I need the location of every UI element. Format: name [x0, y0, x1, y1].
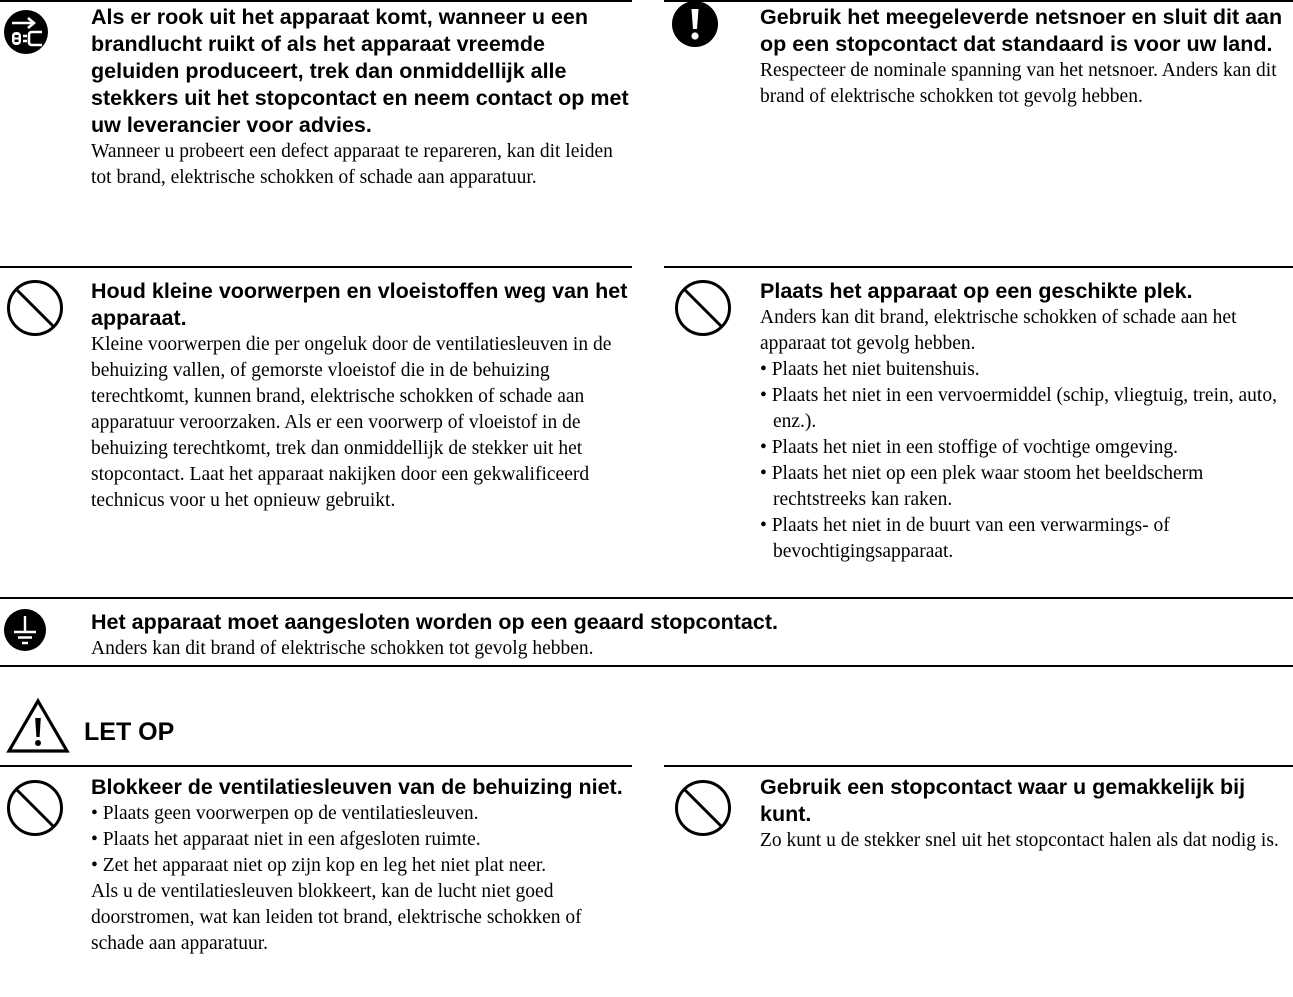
caution-heading: Blokkeer de ventilatiesleuven van de behuizing niet.	[91, 775, 623, 799]
divider	[664, 266, 1293, 268]
warning-body: Respecteer de nominale spanning van het netsnoer. Anders kan dit brand of elektrische schokken tot gevolg hebben.	[760, 60, 1277, 107]
prohibition-icon	[6, 779, 64, 837]
warning-body: Anders kan dit brand, elektrische schokken of schade aan het apparaat tot gevolg hebben.	[760, 307, 1237, 354]
caution-heading: Gebruik een stopcontact waar u gemakkelijk bij kunt.	[760, 775, 1246, 826]
warning-location	[760, 278, 1293, 565]
prohibition-icon	[6, 279, 64, 337]
caution-title: LET OP	[84, 718, 175, 746]
warning-small-objects	[91, 278, 631, 514]
divider	[0, 0, 632, 2]
location-list	[760, 357, 1293, 565]
warning-unplug	[91, 4, 631, 191]
warning-heading: Als er rook uit het apparaat komt, wanneer u een brandlucht ruikt of als het apparaat vreemde geluiden produceert, trek dan onmiddellijk alle stekkers uit het stopcontact en neem contact op met uw leverancier voor advies.	[91, 5, 629, 137]
divider	[0, 665, 1293, 667]
vents-list	[91, 801, 636, 879]
list-item: • Plaats het niet buitenshuis.	[760, 357, 1293, 383]
warning-heading: Gebruik het meegeleverde netsnoer en sluit dit aan op een stopcontact dat standaard is voor uw land.	[760, 5, 1283, 56]
divider	[0, 266, 632, 268]
warning-triangle-icon	[6, 697, 70, 755]
list-item: • Plaats geen voorwerpen op de ventilatiesleuven.	[91, 801, 636, 827]
prohibition-icon	[674, 779, 732, 837]
mandatory-icon	[672, 1, 718, 47]
warning-body: Anders kan dit brand of elektrische schokken tot gevolg hebben.	[91, 638, 594, 659]
warning-power-cord	[760, 4, 1293, 110]
divider	[664, 765, 1293, 767]
caution-body: Zo kunt u de stekker snel uit het stopcontact halen als dat nodig is.	[760, 830, 1279, 851]
prohibition-icon	[674, 279, 732, 337]
warning-heading: Het apparaat moet aangesloten worden op een geaard stopcontact.	[91, 610, 778, 634]
list-item: • Plaats het niet in een stoffige of vochtige omgeving.	[760, 435, 1293, 461]
warning-heading: Plaats het apparaat op een geschikte plek.	[760, 279, 1193, 303]
list-item: • Zet het apparaat niet op zijn kop en leg het niet plat neer.	[91, 853, 636, 879]
warning-heading: Houd kleine voorwerpen en vloeistoffen weg van het apparaat.	[91, 279, 628, 330]
divider	[664, 0, 1293, 2]
caution-outlet	[760, 774, 1280, 854]
caution-vents	[91, 774, 636, 957]
list-item: • Plaats het apparaat niet in een afgesloten ruimte.	[91, 827, 636, 853]
warning-ground	[91, 609, 1291, 662]
warning-body: Wanneer u probeert een defect apparaat te repareren, kan dit leiden tot brand, elektrische schokken of schade aan apparatuur.	[91, 141, 613, 188]
list-item: • Plaats het niet op een plek waar stoom het beeldscherm rechtstreeks kan raken.	[760, 461, 1293, 513]
unplug-icon	[4, 10, 48, 54]
list-item: • Plaats het niet in de buurt van een verwarmings- of bevochtigingsapparaat.	[760, 513, 1293, 565]
list-item: • Plaats het niet in een vervoermiddel (schip, vliegtuig, trein, auto, enz.).	[760, 383, 1293, 435]
caution-body: Als u de ventilatiesleuven blokkeert, kan de lucht niet goed doorstromen, wat kan leiden tot brand, elektrische schokken of schade aan apparatuur.	[91, 881, 582, 954]
divider	[0, 765, 632, 767]
divider	[0, 597, 1293, 599]
ground-icon	[4, 609, 46, 651]
warning-body: Kleine voorwerpen die per ongeluk door de ventilatiesleuven in de behuizing vallen, of gemorste vloeistof die in de behuizing terechtkomt, kunnen brand, elektrische schokken of schade aan apparatuur veroorzaken. Als er een voorwerp of vloeistof in de behuizing terechtkomt, trek dan onmiddellijk de stekker uit het stopcontact. Laat het apparaat nakijken door een gekwalificeerd technicus voor u het opnieuw gebruikt.	[91, 334, 612, 511]
